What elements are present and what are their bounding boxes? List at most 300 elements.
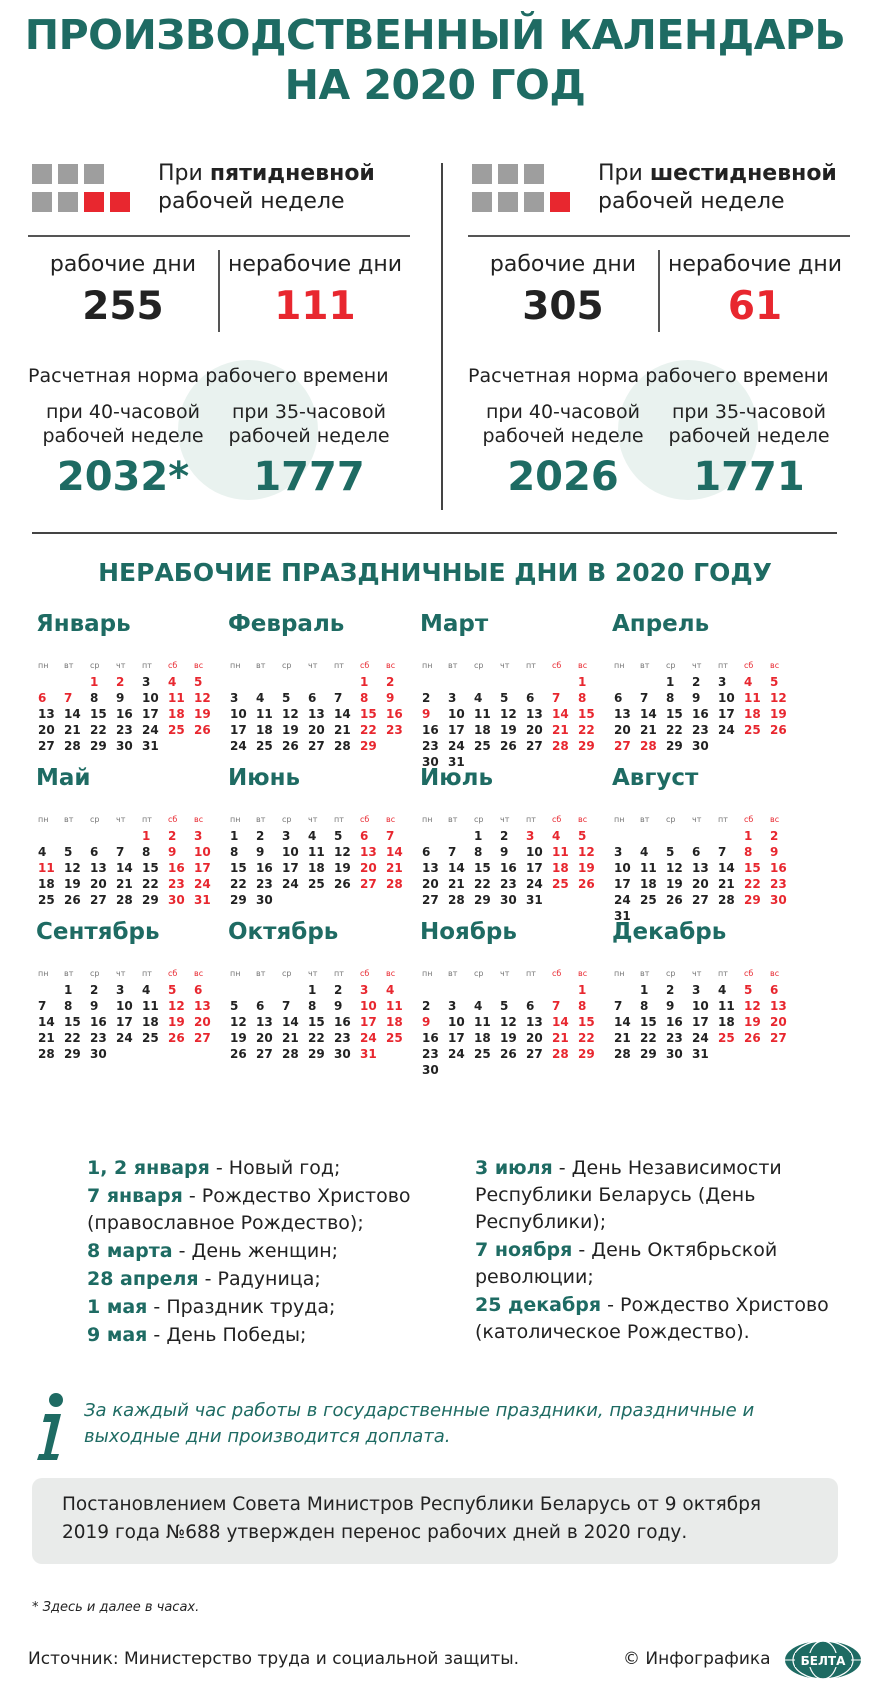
calendar-day: 11 bbox=[308, 845, 325, 859]
month-name: Август bbox=[612, 765, 699, 791]
days-grid bbox=[36, 674, 216, 754]
calendar-day: 6 bbox=[38, 691, 47, 705]
calendar-day: 14 bbox=[386, 845, 403, 859]
calendar-day: 7 bbox=[448, 845, 457, 859]
calendar-day: 5 bbox=[666, 845, 675, 859]
weekday-label: сб bbox=[552, 661, 562, 670]
month-5 bbox=[36, 764, 216, 908]
holiday-item: 28 апреля - Радуница; bbox=[87, 1268, 321, 1290]
calendar-day: 11 bbox=[552, 845, 569, 859]
weekday-label: ср bbox=[474, 661, 484, 670]
calendar-day: 15 bbox=[308, 1015, 325, 1029]
holiday-list-right bbox=[475, 1155, 845, 1347]
calendar-day: 6 bbox=[90, 845, 99, 859]
calendar-day: 7 bbox=[334, 691, 343, 705]
calendar-day: 3 bbox=[718, 675, 727, 689]
weekday-label: чт bbox=[308, 661, 318, 670]
calendar-day: 29 bbox=[666, 739, 683, 753]
calendar-day: 7 bbox=[552, 999, 561, 1013]
month-12 bbox=[612, 918, 792, 1062]
calendar-day: 26 bbox=[744, 1031, 761, 1045]
calendar-day: 4 bbox=[474, 999, 483, 1013]
calendar-day: 18 bbox=[386, 1015, 403, 1029]
days-grid bbox=[420, 674, 600, 770]
calendar-day: 28 bbox=[64, 739, 81, 753]
calendar-day: 27 bbox=[256, 1047, 273, 1061]
calendar-day: 2 bbox=[334, 983, 343, 997]
calendar-day: 12 bbox=[666, 861, 683, 875]
calendar-day: 19 bbox=[334, 861, 351, 875]
weekday-label: сб bbox=[360, 815, 370, 824]
calendar-day: 23 bbox=[386, 723, 403, 737]
weekday-header bbox=[228, 652, 408, 670]
calendar-day: 13 bbox=[38, 707, 55, 721]
weekday-label: пт bbox=[334, 969, 344, 978]
weekday-label: сб bbox=[168, 969, 178, 978]
calendar-day: 31 bbox=[360, 1047, 377, 1061]
calendar-day: 28 bbox=[334, 739, 351, 753]
calendar-day: 4 bbox=[744, 675, 753, 689]
calendar-day: 27 bbox=[360, 877, 377, 891]
calendar-day: 21 bbox=[64, 723, 81, 737]
weekday-label: ср bbox=[90, 815, 100, 824]
info-note: За каждый час работы в государственные праздники, праздничные и выходные дни производится доплата. bbox=[84, 1400, 755, 1447]
weekday-label: вс bbox=[770, 661, 780, 670]
calendar-day: 10 bbox=[692, 999, 709, 1013]
calendar-day: 27 bbox=[90, 893, 107, 907]
weekday-header bbox=[612, 652, 792, 670]
calendar-day: 8 bbox=[142, 845, 151, 859]
days-grid bbox=[228, 828, 408, 908]
calendar-day: 1 bbox=[578, 983, 587, 997]
calendar-day: 31 bbox=[692, 1047, 709, 1061]
calendar-day: 4 bbox=[38, 845, 47, 859]
calendar-day: 9 bbox=[770, 845, 779, 859]
calendar-day: 16 bbox=[422, 723, 439, 737]
weekday-header bbox=[612, 960, 792, 978]
calendar-day: 17 bbox=[448, 1031, 465, 1045]
holiday-list-left bbox=[87, 1155, 417, 1350]
calendar-day: 30 bbox=[422, 755, 439, 769]
calendar-day: 16 bbox=[666, 1015, 683, 1029]
five-day-norm-title: Расчетная норма рабочего времени bbox=[28, 365, 389, 387]
weekday-label: вт bbox=[64, 661, 74, 670]
weekday-label: сб bbox=[360, 969, 370, 978]
calendar-day: 14 bbox=[640, 707, 657, 721]
weekday-header bbox=[420, 806, 600, 824]
calendar-day: 9 bbox=[692, 691, 701, 705]
calendar-day: 30 bbox=[692, 739, 709, 753]
calendar-day: 20 bbox=[38, 723, 55, 737]
calendar-day: 15 bbox=[474, 861, 491, 875]
calendar-day: 26 bbox=[666, 893, 683, 907]
calendar-day: 24 bbox=[116, 1031, 133, 1045]
six-day-week-icon bbox=[472, 164, 570, 212]
weekday-label: пн bbox=[230, 969, 241, 978]
calendar-day: 16 bbox=[168, 861, 185, 875]
weekday-label: вс bbox=[194, 815, 204, 824]
calendar-day: 9 bbox=[116, 691, 125, 705]
calendar-day: 14 bbox=[552, 707, 569, 721]
calendar-day: 27 bbox=[38, 739, 55, 753]
calendar-day: 22 bbox=[578, 723, 595, 737]
calendar-day: 20 bbox=[692, 877, 709, 891]
weekday-label: вт bbox=[256, 969, 266, 978]
calendar-day: 28 bbox=[282, 1047, 299, 1061]
calendar-day: 25 bbox=[308, 877, 325, 891]
weekday-label: пн bbox=[422, 661, 433, 670]
calendar-day: 20 bbox=[90, 877, 107, 891]
weekday-label: сб bbox=[552, 815, 562, 824]
svg-text:БЕЛТА: БЕЛТА bbox=[800, 1654, 846, 1668]
calendar-day: 21 bbox=[552, 723, 569, 737]
weekday-label: сб bbox=[744, 815, 754, 824]
calendar-day: 28 bbox=[718, 893, 735, 907]
weekday-label: вс bbox=[578, 969, 588, 978]
calendar-day: 1 bbox=[230, 829, 239, 843]
calendar-day: 3 bbox=[116, 983, 125, 997]
calendar-day: 22 bbox=[142, 877, 159, 891]
holiday-item: 9 мая - День Победы; bbox=[87, 1324, 307, 1346]
calendar-day: 30 bbox=[168, 893, 185, 907]
calendar-day: 6 bbox=[526, 999, 535, 1013]
days-grid bbox=[36, 982, 216, 1062]
calendar-day: 1 bbox=[360, 675, 369, 689]
calendar-day: 9 bbox=[422, 707, 431, 721]
calendar-day: 5 bbox=[744, 983, 753, 997]
calendar-day: 18 bbox=[38, 877, 55, 891]
weekday-label: пт bbox=[526, 969, 536, 978]
calendar-day: 12 bbox=[194, 691, 211, 705]
calendar-day: 22 bbox=[578, 1031, 595, 1045]
calendar-day: 13 bbox=[90, 861, 107, 875]
calendar-day: 10 bbox=[142, 691, 159, 705]
calendar-day: 24 bbox=[718, 723, 735, 737]
calendar-day: 11 bbox=[744, 691, 761, 705]
calendar-day: 5 bbox=[770, 675, 779, 689]
calendar-day: 26 bbox=[578, 877, 595, 891]
calendar-day: 22 bbox=[744, 877, 761, 891]
calendar-day: 30 bbox=[256, 893, 273, 907]
calendar-day: 24 bbox=[614, 893, 631, 907]
calendar-day: 17 bbox=[448, 723, 465, 737]
weekday-header bbox=[228, 806, 408, 824]
weekday-label: сб bbox=[744, 661, 754, 670]
calendar-day: 13 bbox=[308, 707, 325, 721]
calendar-day: 23 bbox=[334, 1031, 351, 1045]
calendar-day: 4 bbox=[308, 829, 317, 843]
calendar-day: 25 bbox=[38, 893, 55, 907]
weekday-label: чт bbox=[692, 969, 702, 978]
calendar-day: 1 bbox=[308, 983, 317, 997]
calendar-day: 16 bbox=[334, 1015, 351, 1029]
calendar-day: 15 bbox=[64, 1015, 81, 1029]
calendar-day: 13 bbox=[770, 999, 787, 1013]
weekday-label: вт bbox=[448, 661, 458, 670]
weekday-label: ср bbox=[666, 969, 676, 978]
calendar-day: 31 bbox=[448, 755, 465, 769]
month-name: Февраль bbox=[228, 611, 345, 637]
calendar-day: 23 bbox=[422, 1047, 439, 1061]
calendar-day: 17 bbox=[282, 861, 299, 875]
five-day-caption: При пятидневной рабочей неделе bbox=[158, 161, 375, 214]
calendar-day: 5 bbox=[334, 829, 343, 843]
weekday-label: вс bbox=[770, 969, 780, 978]
weekday-label: пн bbox=[38, 969, 49, 978]
calendar-day: 29 bbox=[230, 893, 247, 907]
calendar-day: 10 bbox=[448, 1015, 465, 1029]
calendar-day: 1 bbox=[666, 675, 675, 689]
weekday-label: вс bbox=[386, 969, 396, 978]
calendar-day: 9 bbox=[500, 845, 509, 859]
calendar-day: 14 bbox=[334, 707, 351, 721]
calendar-day: 2 bbox=[422, 691, 431, 705]
calendar-day: 25 bbox=[640, 893, 657, 907]
weekday-label: чт bbox=[692, 815, 702, 824]
weekday-label: пт bbox=[718, 969, 728, 978]
calendar-day: 3 bbox=[142, 675, 151, 689]
calendar-day: 6 bbox=[360, 829, 369, 843]
calendar-day: 8 bbox=[90, 691, 99, 705]
weekday-label: вс bbox=[578, 661, 588, 670]
calendar-day: 28 bbox=[552, 1047, 569, 1061]
days-grid bbox=[420, 982, 600, 1078]
weekday-label: ср bbox=[666, 661, 676, 670]
calendar-day: 25 bbox=[256, 739, 273, 753]
calendar-day: 25 bbox=[474, 739, 491, 753]
calendar-day: 31 bbox=[526, 893, 543, 907]
calendar-day: 20 bbox=[526, 1031, 543, 1045]
month-8 bbox=[612, 764, 792, 924]
calendar-day: 21 bbox=[718, 877, 735, 891]
calendar-day: 9 bbox=[422, 1015, 431, 1029]
month-10 bbox=[228, 918, 408, 1062]
calendar-day: 15 bbox=[142, 861, 159, 875]
calendar-day: 5 bbox=[168, 983, 177, 997]
holiday-item: 1 мая - Праздник труда; bbox=[87, 1296, 336, 1318]
calendar-day: 21 bbox=[448, 877, 465, 891]
calendar-day: 9 bbox=[168, 845, 177, 859]
weekday-label: пт bbox=[526, 661, 536, 670]
calendar-day: 21 bbox=[386, 861, 403, 875]
calendar-day: 23 bbox=[500, 877, 517, 891]
calendar-day: 26 bbox=[500, 1047, 517, 1061]
holiday-item: 3 июля - День Независимости Республики Беларусь (День Республики); bbox=[475, 1157, 782, 1233]
weekday-label: ср bbox=[90, 969, 100, 978]
month-7 bbox=[420, 764, 600, 908]
calendar-day: 29 bbox=[64, 1047, 81, 1061]
calendar-day: 19 bbox=[168, 1015, 185, 1029]
calendar-day: 12 bbox=[744, 999, 761, 1013]
six-day-norm-40: при 40-часовой рабочей неделе 2026 bbox=[482, 401, 644, 500]
weekday-header bbox=[228, 960, 408, 978]
five-day-week-block bbox=[28, 150, 428, 510]
weekday-label: чт bbox=[500, 969, 510, 978]
calendar-day: 28 bbox=[552, 739, 569, 753]
calendar-day: 8 bbox=[360, 691, 369, 705]
calendar-day: 29 bbox=[578, 1047, 595, 1061]
calendar-day: 7 bbox=[282, 999, 291, 1013]
weekday-label: сб bbox=[552, 969, 562, 978]
calendar-day: 6 bbox=[770, 983, 779, 997]
six-day-week-block bbox=[468, 150, 868, 510]
calendar-day: 10 bbox=[282, 845, 299, 859]
calendar-day: 29 bbox=[578, 739, 595, 753]
calendar-day: 28 bbox=[386, 877, 403, 891]
calendar-day: 6 bbox=[526, 691, 535, 705]
calendar-day: 9 bbox=[256, 845, 265, 859]
calendar-day: 19 bbox=[500, 723, 517, 737]
holiday-item: 25 декабря - Рождество Христово (католическое Рождество). bbox=[475, 1294, 829, 1343]
calendar-day: 17 bbox=[116, 1015, 133, 1029]
weekday-label: пт bbox=[142, 661, 152, 670]
calendar-day: 11 bbox=[718, 999, 735, 1013]
days-grid bbox=[612, 674, 792, 754]
calendar-day: 3 bbox=[360, 983, 369, 997]
calendar-day: 19 bbox=[500, 1031, 517, 1045]
calendar-day: 30 bbox=[770, 893, 787, 907]
calendar-day: 17 bbox=[692, 1015, 709, 1029]
calendar-day: 23 bbox=[116, 723, 133, 737]
calendar-day: 2 bbox=[168, 829, 177, 843]
weekday-label: ср bbox=[474, 815, 484, 824]
weekday-header bbox=[420, 652, 600, 670]
calendar-day: 6 bbox=[692, 845, 701, 859]
weekday-label: вс bbox=[386, 815, 396, 824]
calendar-day: 5 bbox=[230, 999, 239, 1013]
calendar-day: 22 bbox=[230, 877, 247, 891]
holidays-title: НЕРАБОЧИЕ ПРАЗДНИЧНЫЕ ДНИ В 2020 ГОДУ bbox=[98, 558, 772, 587]
calendar-day: 19 bbox=[578, 861, 595, 875]
calendar-day: 20 bbox=[614, 723, 631, 737]
calendar-day: 2 bbox=[666, 983, 675, 997]
calendar-day: 8 bbox=[64, 999, 73, 1013]
calendar-day: 24 bbox=[448, 1047, 465, 1061]
month-name: Январь bbox=[36, 611, 131, 637]
calendar-day: 16 bbox=[386, 707, 403, 721]
calendar-day: 28 bbox=[38, 1047, 55, 1061]
weekday-label: сб bbox=[168, 815, 178, 824]
six-day-norm-title: Расчетная норма рабочего времени bbox=[468, 365, 829, 387]
weekday-label: чт bbox=[116, 815, 126, 824]
calendar-day: 23 bbox=[770, 877, 787, 891]
six-day-work-days: рабочие дни 305 bbox=[489, 252, 637, 329]
five-day-norm-35: при 35-часовой рабочей неделе 1777 bbox=[228, 401, 390, 500]
weekday-header bbox=[420, 960, 600, 978]
weekday-label: пн bbox=[38, 661, 49, 670]
days-grid bbox=[612, 828, 792, 924]
month-11 bbox=[420, 918, 600, 1078]
calendar-day: 26 bbox=[64, 893, 81, 907]
credit-text: © Инфографика bbox=[623, 1649, 771, 1669]
calendar-day: 29 bbox=[744, 893, 761, 907]
calendar-day: 6 bbox=[256, 999, 265, 1013]
calendar-day: 17 bbox=[614, 877, 631, 891]
calendar-day: 5 bbox=[500, 999, 509, 1013]
calendar-day: 7 bbox=[552, 691, 561, 705]
calendar-day: 12 bbox=[168, 999, 185, 1013]
calendar-day: 8 bbox=[640, 999, 649, 1013]
calendar-day: 8 bbox=[578, 999, 587, 1013]
calendar-day: 12 bbox=[64, 861, 81, 875]
calendar-day: 16 bbox=[116, 707, 133, 721]
weekday-label: вс bbox=[770, 815, 780, 824]
calendar-day: 10 bbox=[448, 707, 465, 721]
calendar-day: 30 bbox=[500, 893, 517, 907]
calendar-day: 2 bbox=[500, 829, 509, 843]
calendar-day: 6 bbox=[422, 845, 431, 859]
calendar-day: 27 bbox=[692, 893, 709, 907]
holiday-item: 7 ноября - День Октябрьской революции; bbox=[475, 1239, 778, 1288]
calendar-day: 27 bbox=[526, 739, 543, 753]
six-day-norm-35: при 35-часовой рабочей неделе 1771 bbox=[668, 401, 830, 500]
calendar-day: 28 bbox=[614, 1047, 631, 1061]
calendar-day: 21 bbox=[38, 1031, 55, 1045]
calendar-day: 19 bbox=[64, 877, 81, 891]
calendar-day: 20 bbox=[422, 877, 439, 891]
calendar-day: 8 bbox=[578, 691, 587, 705]
title-line-2: НА 2020 ГОД bbox=[284, 61, 586, 109]
month-3 bbox=[420, 610, 600, 770]
calendar-day: 4 bbox=[142, 983, 151, 997]
calendar-day: 30 bbox=[666, 1047, 683, 1061]
calendar-day: 9 bbox=[386, 691, 395, 705]
calendar-day: 28 bbox=[116, 893, 133, 907]
weekday-label: чт bbox=[692, 661, 702, 670]
decree-box: Постановлением Совета Министров Республики Беларусь от 9 октября 2019 года №688 утвержден перенос рабочих дней в 2020 году. bbox=[32, 1478, 838, 1564]
days-grid bbox=[420, 828, 600, 908]
calendar-day: 14 bbox=[38, 1015, 55, 1029]
calendar-day: 23 bbox=[90, 1031, 107, 1045]
calendar-day: 24 bbox=[526, 877, 543, 891]
source-text: Источник: Министерство труда и социальной защиты. bbox=[28, 1649, 520, 1669]
weekday-label: вс bbox=[386, 661, 396, 670]
calendar-day: 25 bbox=[168, 723, 185, 737]
calendar-day: 5 bbox=[282, 691, 291, 705]
calendar-day: 17 bbox=[718, 707, 735, 721]
calendar-day: 13 bbox=[422, 861, 439, 875]
days-grid bbox=[612, 982, 792, 1062]
calendar-day: 7 bbox=[718, 845, 727, 859]
calendar-day: 25 bbox=[552, 877, 569, 891]
calendar-day: 20 bbox=[194, 1015, 211, 1029]
calendar-day: 29 bbox=[142, 893, 159, 907]
calendar-day: 27 bbox=[422, 893, 439, 907]
five-day-off-days: нерабочие дни 111 bbox=[227, 252, 403, 329]
calendar-day: 21 bbox=[282, 1031, 299, 1045]
calendar-day: 16 bbox=[770, 861, 787, 875]
calendar-day: 19 bbox=[744, 1015, 761, 1029]
calendar-day: 6 bbox=[614, 691, 623, 705]
calendar-day: 7 bbox=[64, 691, 73, 705]
calendar-day: 31 bbox=[614, 909, 631, 923]
month-9 bbox=[36, 918, 216, 1062]
calendar-day: 20 bbox=[770, 1015, 787, 1029]
weekday-label: пт bbox=[718, 661, 728, 670]
calendar-day: 14 bbox=[64, 707, 81, 721]
calendar-day: 20 bbox=[308, 723, 325, 737]
calendar-day: 15 bbox=[90, 707, 107, 721]
vertical-divider bbox=[441, 163, 443, 510]
calendar-day: 7 bbox=[640, 691, 649, 705]
calendar-day: 24 bbox=[194, 877, 211, 891]
calendar-day: 9 bbox=[666, 999, 675, 1013]
calendar-day: 15 bbox=[360, 707, 377, 721]
calendar-day: 26 bbox=[168, 1031, 185, 1045]
weekday-label: вт bbox=[256, 661, 266, 670]
weekday-label: сб bbox=[744, 969, 754, 978]
days-grid bbox=[36, 828, 216, 908]
